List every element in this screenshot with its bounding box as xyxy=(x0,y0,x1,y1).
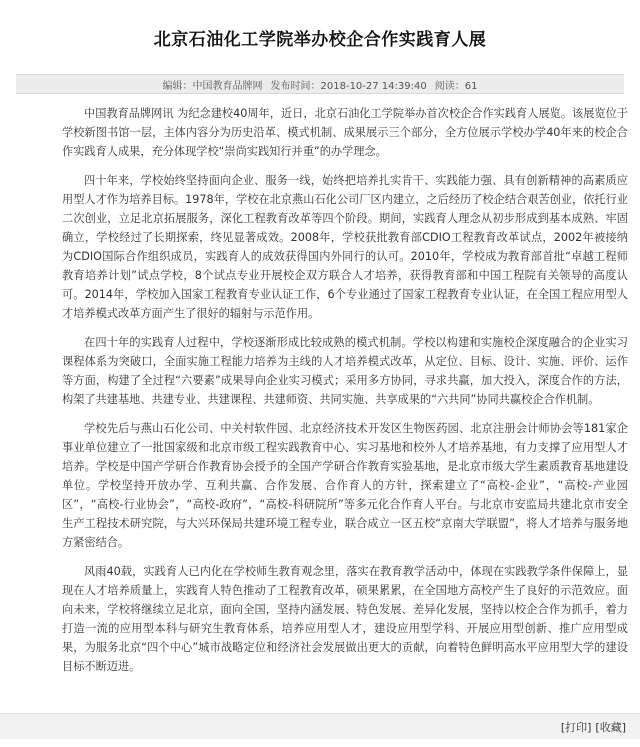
article-footer xyxy=(0,713,640,739)
article-title: 北京石油化工学院举办校企合作实践育人展 xyxy=(153,29,487,50)
paragraph-3: 在四十年的实践育人过程中，学校逐渐形成比较成熟的模式机制。学校以构建和实施校企深度融合的企业实习课程体系为突破口，全面实施工程能力培养为主线的人才培养模式改革，从定位、目标、设计、实施、评价、运作等方面，构建了全过程“六要素”成果导向企业实习模式；采用多方协同，寻求共赢，加大投入，深度合作的方法，构架了共建基地、共建专业、共建课程、共建师资、共同实施、共享成果的“六共同”协同共赢校企合作机制。 xyxy=(62,336,628,406)
title-bar xyxy=(0,0,640,74)
paragraph-1: 中国教育品牌网讯 为纪念建校40周年，近日，北京石油化工学院举办首次校企合作实践育人展览。该展览位于学校新图书馆一层，主体内容分为历史沿革、模式机制、成果展示三个部分，全方位展示学校办学40年来的校企合作实践育人成果，充分体现学校“崇尚实践知行并重”的办学理念。 xyxy=(62,107,628,158)
paragraph-4: 学校先后与燕山石化公司、中关村软件园、北京经济技术开发区生物医药园、北京注册会计师协会等181家企事业单位建立了一批国家级和北京市级工程实践教育中心、实习基地和校外人才培养基地，有力支撑了应用型人才培养。学校是中国产学研合作教育协会授予的全国产学研合作教育实验基地，是北京市级大学生素质教育基地建设单位。学校坚持开放办学、互利共赢、合作发展、合作育人的方针，探索建立了“高校-企业”，“高校-产业园区”，“高校-行业协会”，“高校-政府”，“高校-科研院所”等多元化合作育人平台。与北京市安监局共建北京市安全生产工程技术研究院，与大兴环保局共建环境工程专业，联合成立一区五校“京南大学联盟”，将人才培养与服务地方紧密结合。 xyxy=(62,422,628,549)
paragraph-5: 风雨40载，实践育人已内化在学校师生教育观念里，落实在教育教学活动中，体现在实践教学条件保障上，显现在人才培养质量上，实践育人特色推动了工程教育改革，硕果累累，在全国地方高校产生了良好的示范效应。面向未来，学校将继续立足北京，面向全国，坚持内涵发展、特色发展、差异化发展，坚持以校企合作为抓手，着力打造一流的应用型本科与研究生教育体系，培养应用型人才，建设应用型学科、开展应用型创新、推广应用型成果，为服务北京“四个中心”城市战略定位和经济社会发展做出更大的贡献，向着特色鲜明高水平应用型大学的建设目标不断迈进。 xyxy=(62,565,628,673)
editor-label: 编辑：中国教育品牌网 xyxy=(162,80,263,92)
publish-time: 发布时间：2018-10-27 14:39:40 xyxy=(270,80,427,92)
favorite-link[interactable]: [收藏] xyxy=(595,720,626,734)
view-count: 阅读：61 xyxy=(434,80,478,92)
article-meta xyxy=(16,74,624,94)
article-body xyxy=(62,104,628,686)
paragraph-2: 四十年来，学校始终坚持面向企业、服务一线，始终把培养扎实肯干、实践能力强、具有创新精神的高素质应用型人才作为培养目标。1978年，学校在北京燕山石化公司厂区内建立，之后经历了校企结合艰苦创业，依托行业二次创业，立足北京拓展服务，深化工程教育改革等四个阶段。期间，实践育人理念从初步形成到基本成熟、牢固确立，学校经过了长期探索，终见显著成效。2008年，学校获批教育部CDIO工程教育改革试点，2002年被接纳为CDIO国际合作组织成员，实践育人的成效获得国内外同行的认可。2010年，学校成为教育部首批“卓越工程师教育培养计划”试点学校，8个试点专业开展校企双方联合人才培养，获得教育部和中国工程院有关领导的高度认可。2014年，学校加入国家工程教育专业认证工作，6个专业通过了国家工程教育专业认证，在全国工程应用型人才培养模式改革方面产生了很好的辐射与示范作用。 xyxy=(62,174,628,320)
print-link[interactable]: [打印] xyxy=(560,720,592,734)
